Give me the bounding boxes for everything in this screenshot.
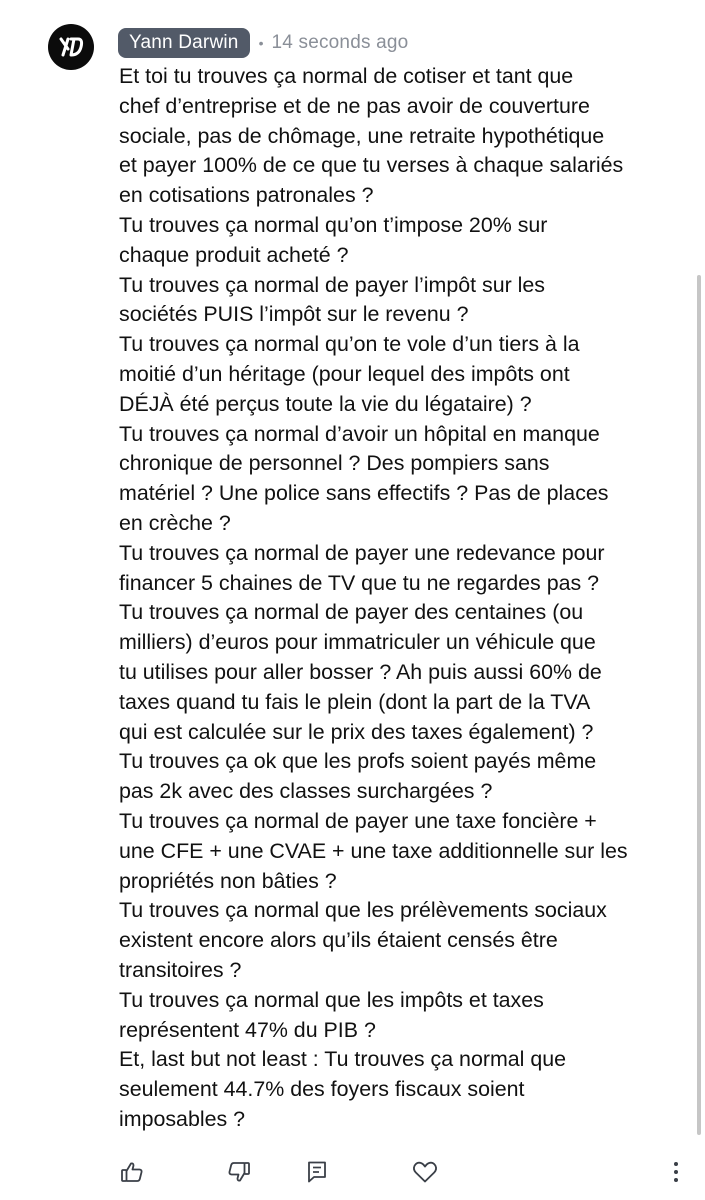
scrollbar-thumb[interactable] [697,275,701,1135]
thumbs-up-icon [119,1159,145,1185]
comment-line: Tu trouves ça normal de payer une redevance pour [119,540,605,565]
comment-line: une CFE + une CVAE + une taxe additionnelle sur les [119,838,628,863]
comment-body [119,62,685,1135]
separator-dot: • [258,35,264,51]
comment-line: en crèche ? [119,510,231,535]
comment-line: Tu trouves ça normal qu’on t’impose 20% sur [119,212,548,237]
comment-line: qui est calculée sur le prix des taxes également) ? [119,719,594,744]
comment-line: Tu trouves ça ok que les profs soient payés même [119,749,597,774]
heart-icon [411,1159,439,1185]
more-vertical-icon [672,1160,680,1184]
dislike-button[interactable] [224,1156,254,1188]
comment-line: seulement 44.7% des foyers fiscaux soient [119,1077,525,1102]
thumbs-down-icon [226,1159,252,1185]
author-name[interactable]: Yann Darwin [118,28,250,58]
comment-line: chef d’entreprise et de ne pas avoir de couverture [119,93,590,118]
comment-line: transitoires ? [119,957,242,982]
avatar[interactable] [48,24,94,70]
comment-line: chronique de personnel ? Des pompiers sans [119,451,550,476]
comment-line: milliers) d’euros pour immatriculer un véhicule que [119,630,596,655]
reply-button[interactable] [302,1156,332,1188]
comment-line: propriétés non bâties ? [119,868,337,893]
timestamp: 14 seconds ago [271,32,409,53]
comment-line: Tu trouves ça normal que les impôts et taxes [119,987,544,1012]
comment-line: et payer 100% de ce que tu verses à chaque salariés [119,153,624,178]
comment-line: Tu trouves ça normal de payer une taxe foncière + [119,808,597,833]
avatar-logo-icon [56,32,86,62]
favorite-button[interactable] [410,1156,440,1188]
comment-reply-icon [305,1159,329,1185]
comment-line: imposables ? [119,1106,246,1131]
comment-line: Tu trouves ça normal que les prélèvements sociaux [119,898,607,923]
comment-line: Et, last but not least : Tu trouves ça normal que [119,1047,567,1072]
comment-line: tu utilises pour aller bosser ? Ah puis aussi 60% de [119,659,602,684]
comment-line: Et toi tu trouves ça normal de cotiser et tant que [119,64,574,88]
comment-line: existent encore alors qu’ils étaient censés être [119,928,558,953]
more-options-button[interactable] [664,1156,688,1188]
comment-line: sociale, pas de chômage, une retraite hypothétique [119,123,605,148]
comment-line: sociétés PUIS l’impôt sur le revenu ? [119,302,469,327]
comment-line: Tu trouves ça normal d’avoir un hôpital en manque [119,421,600,446]
comment-line: financer 5 chaines de TV que tu ne regardes pas ? [119,570,600,595]
comment-line: en cotisations patronales ? [119,183,374,208]
comment-line: Tu trouves ça normal de payer l’impôt sur les [119,272,546,297]
comment-line: Tu trouves ça normal de payer des centaines (ou [119,600,584,625]
comment-line: DÉJÀ été perçus toute la vie du légataire) ? [119,391,532,416]
comment-line: représentent 47% du PIB ? [119,1017,376,1042]
comment-line: moitié d’un héritage (pour lequel des impôts ont [119,361,570,386]
comment-line: chaque produit acheté ? [119,242,349,267]
comment-line: pas 2k avec des classes surchargées ? [119,779,493,804]
comment-line: Tu trouves ça normal qu’on te vole d’un tiers à la [119,332,580,357]
like-button[interactable] [117,1156,147,1188]
comment-header [118,27,408,59]
comment-line: taxes quand tu fais le plein (dont la part de la TVA [119,689,591,714]
comment-line: matériel ? Une police sans effectifs ? Pas de places [119,481,609,506]
